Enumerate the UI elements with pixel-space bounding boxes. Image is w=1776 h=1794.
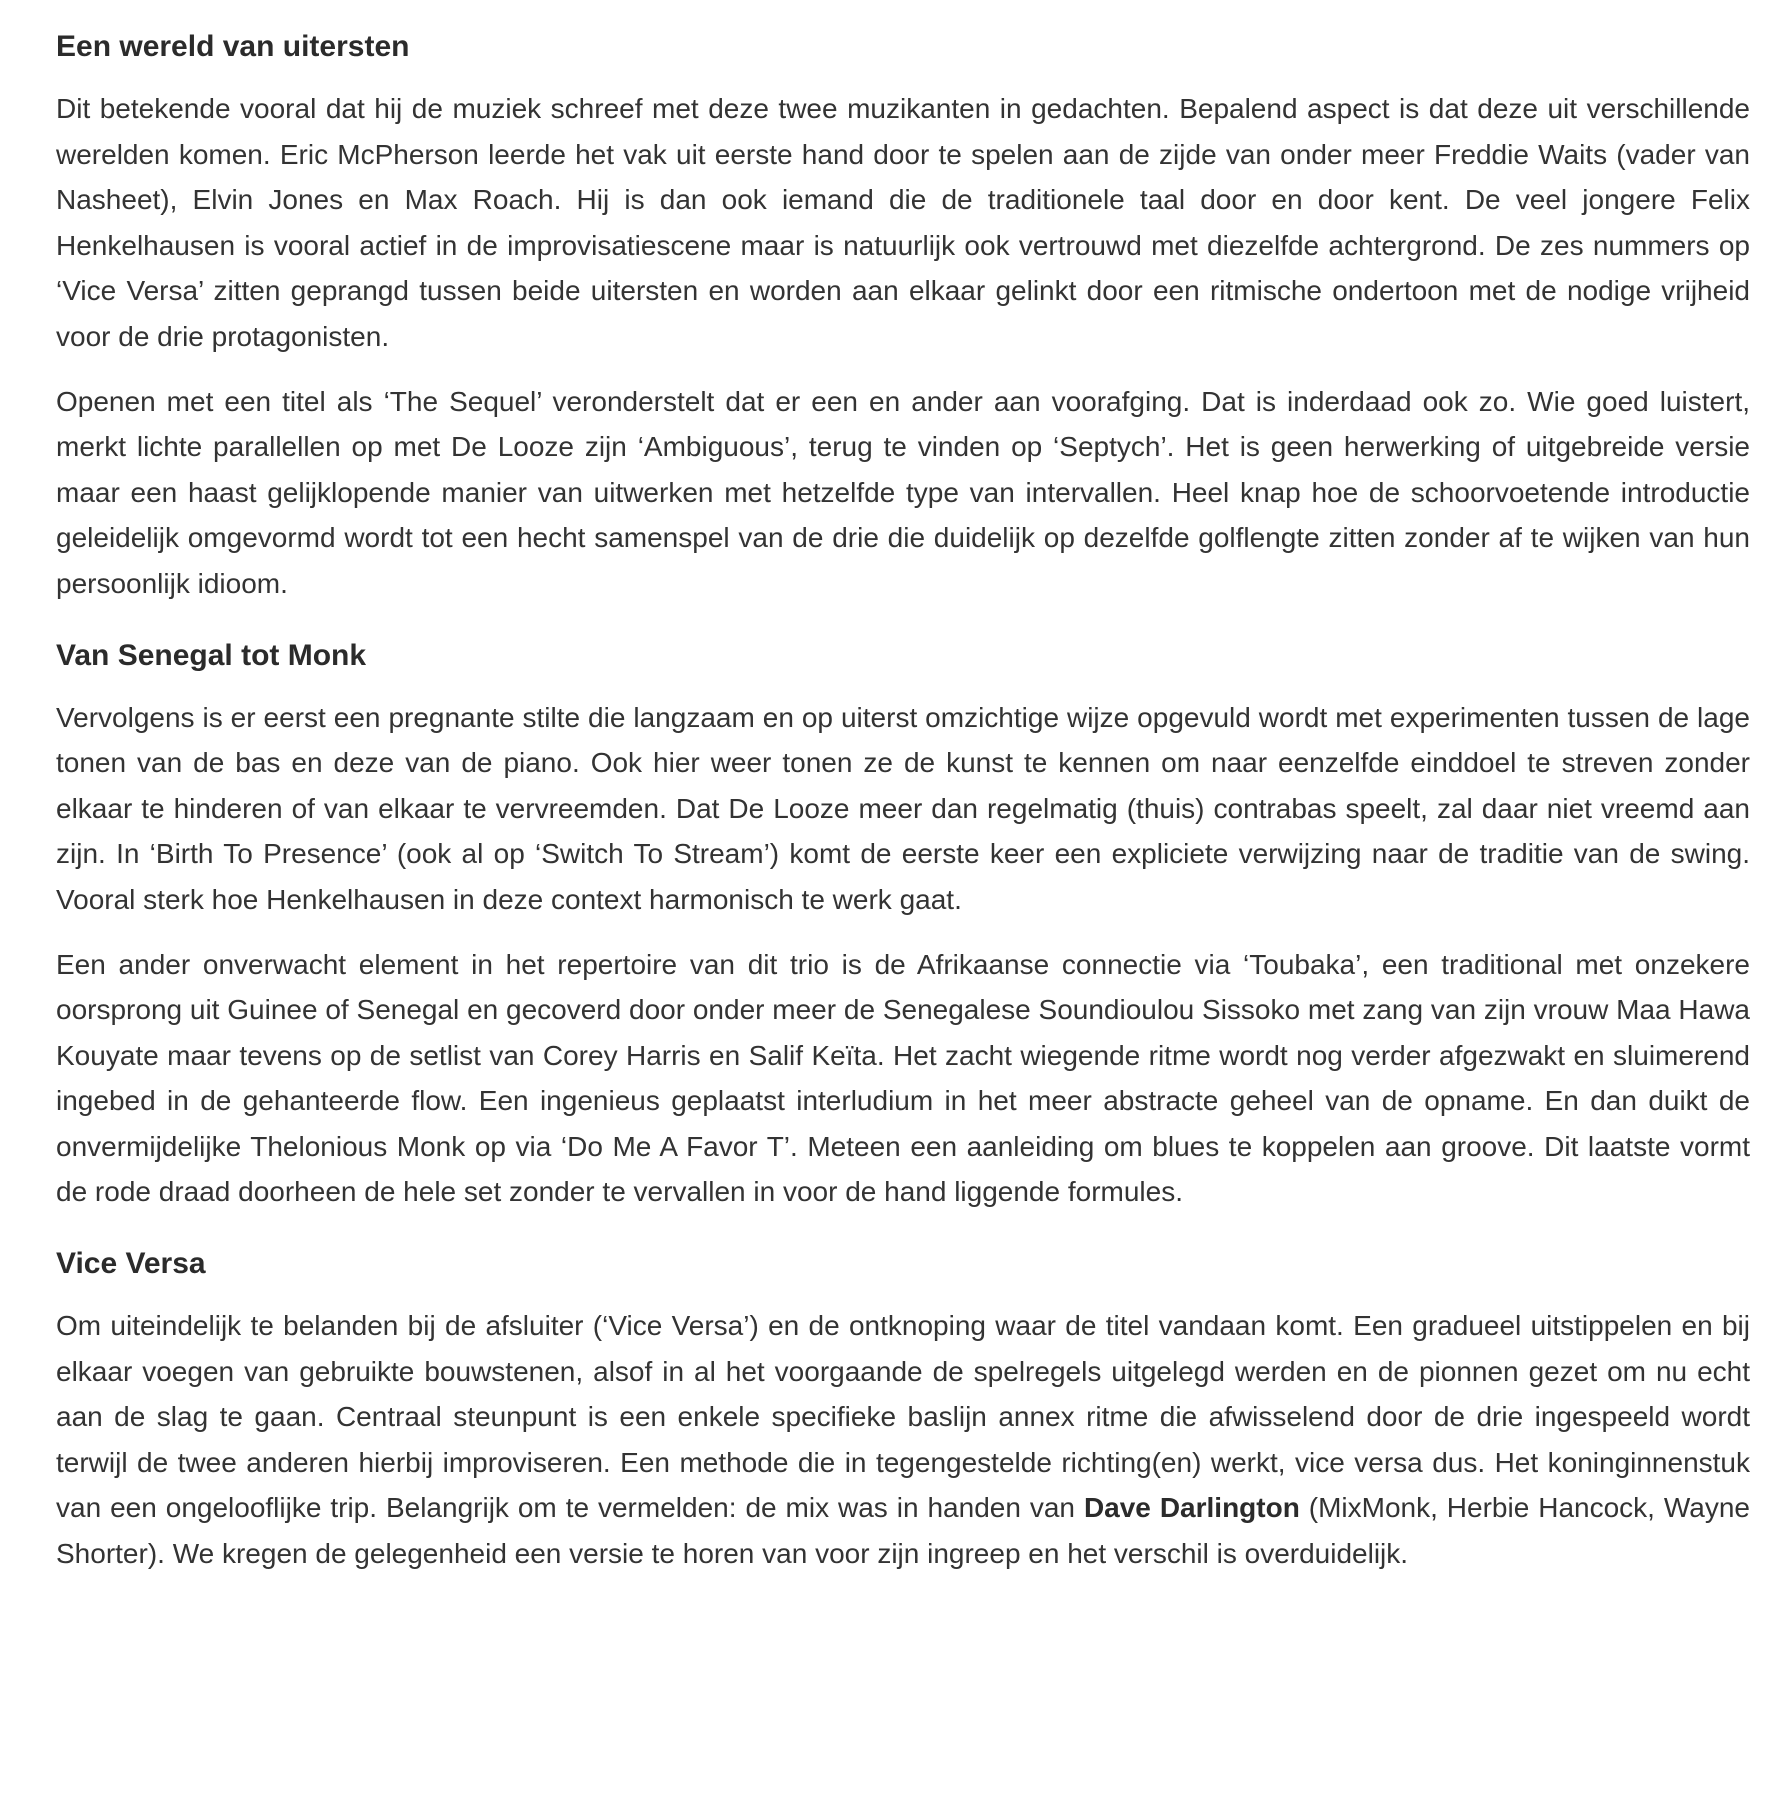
paragraph: Vervolgens is er eerst een pregnante stilte die langzaam en op uiterst omzichtige wijze opgevuld wordt met experimenten tussen de lage tonen van de bas en deze van de piano. Ook hier weer tonen ze de kunst te kennen om naar eenzelfde einddoel te streven zonder elkaar te hinderen of van elkaar te vervreemden. Dat De Looze meer dan regelmatig (thuis) contrabas speelt, zal daar niet vreemd aan zijn. In ‘Birth To Presence’ (ook al op ‘Switch To Stream’) komt de eerste keer een expliciete verwijzing naar de traditie van de swing. Vooral sterk hoe Henkelhausen in deze context harmonisch te werk gaat.	[56, 701, 1750, 915]
section-van-senegal-tot-monk	[56, 633, 1750, 1216]
paragraph	[56, 1303, 1750, 1577]
paragraph: Dit betekende vooral dat hij de muziek schreef met deze twee muzikanten in gedachten. Bepalend aspect is dat deze uit verschillende werelden komen. Eric McPherson leerde het vak uit eerste hand door te spelen aan de zijde van onder meer Freddie Waits (vader van Nasheet), Elvin Jones en Max Roach. Hij is dan ook iemand die de traditionele taal door en door kent. De veel jongere Felix Henkelhausen is vooral actief in de improvisatiescene maar is natuurlijk ook vertrouwd met diezelfde achtergrond. De zes nummers op ‘Vice Versa’ zitten geprangd tussen beide uitersten en worden aan elkaar gelinkt door een ritmische ondertoon met de nodige vrijheid voor de drie protagonisten.	[56, 93, 1750, 352]
section-heading: Een wereld van uitersten	[56, 30, 410, 63]
section-vice-versa	[56, 1241, 1750, 1577]
section-heading: Van Senegal tot Monk	[56, 638, 367, 672]
paragraph: Een ander onverwacht element in het repertoire van dit trio is de Afrikaanse connectie via ‘Toubaka’, een traditional met onzekere oorsprong uit Guinee of Senegal en gecoverd door onder meer de Senegalese Soundioulou Sissoko met zang van zijn vrouw Maa Hawa Kouyate maar tevens op de setlist van Corey Harris en Salif Keïta. Het zacht wiegende ritme wordt nog verder afgezwakt en sluimerend ingebed in de gehanteerde flow. Een ingenieus geplaatst interludium in het meer abstracte geheel van de opname. En dan duikt de onvermijdelijke Thelonious Monk op via ‘Do Me A Favor T’. Meteen een aanleiding om blues te koppelen aan groove. Dit laatste vormt de rode draad doorheen de hele set zonder te vervallen in voor de hand liggende formules.	[56, 948, 1750, 1208]
mix-engineer-name: Dave Darlington	[1083, 1492, 1300, 1524]
paragraph: Openen met een titel als ‘The Sequel’ veronderstelt dat er een en ander aan voorafging. Dat is inderdaad ook zo. Wie goed luistert, merkt lichte parallellen op met De Looze zijn ‘Ambiguous’, terug te vinden op ‘Septych’. Het is geen herwerking of uitgebreide versie maar een haast gelijklopende manier van uitwerken met hetzelfde type van intervallen. Heel knap hoe de schoorvoetende introductie geleidelijk omgevormd wordt tot een hecht samenspel van de drie die duidelijk op dezelfde golflengte zitten zonder af te wijken van hun persoonlijk idioom.	[56, 385, 1750, 599]
section-een-wereld-van-uitersten	[56, 24, 1750, 607]
paragraph-text-after: (MixMonk, Herbie Hancock, Wayne Shorter). We kregen de gelegenheid een versie te horen van voor zijn ingreep en het verschil is overduidelijk.	[56, 1492, 1750, 1570]
article-body	[56, 24, 1750, 1596]
paragraph-text-before: Om uiteindelijk te belanden bij de afsluiter (‘Vice Versa’) en de ontknoping waar de titel vandaan komt. Een gradueel uitstippelen en bij elkaar voegen van gebruikte bouwstenen, alsof in al het voorgaande de spelregels uitgelegd werden en de pionnen gezet om nu echt aan de slag te gaan. Centraal steunpunt is een enkele specifieke baslijn annex ritme die afwisselend door de drie ingespeeld wordt terwijl de twee anderen hierbij improviseren. Een methode die in tegengestelde richting(en) werkt, vice versa dus. Het koninginnenstuk van een ongelooflijke trip. Belangrijk om te vermelden: de mix was in handen van	[56, 1310, 1750, 1524]
section-heading: Vice Versa	[56, 1247, 206, 1281]
